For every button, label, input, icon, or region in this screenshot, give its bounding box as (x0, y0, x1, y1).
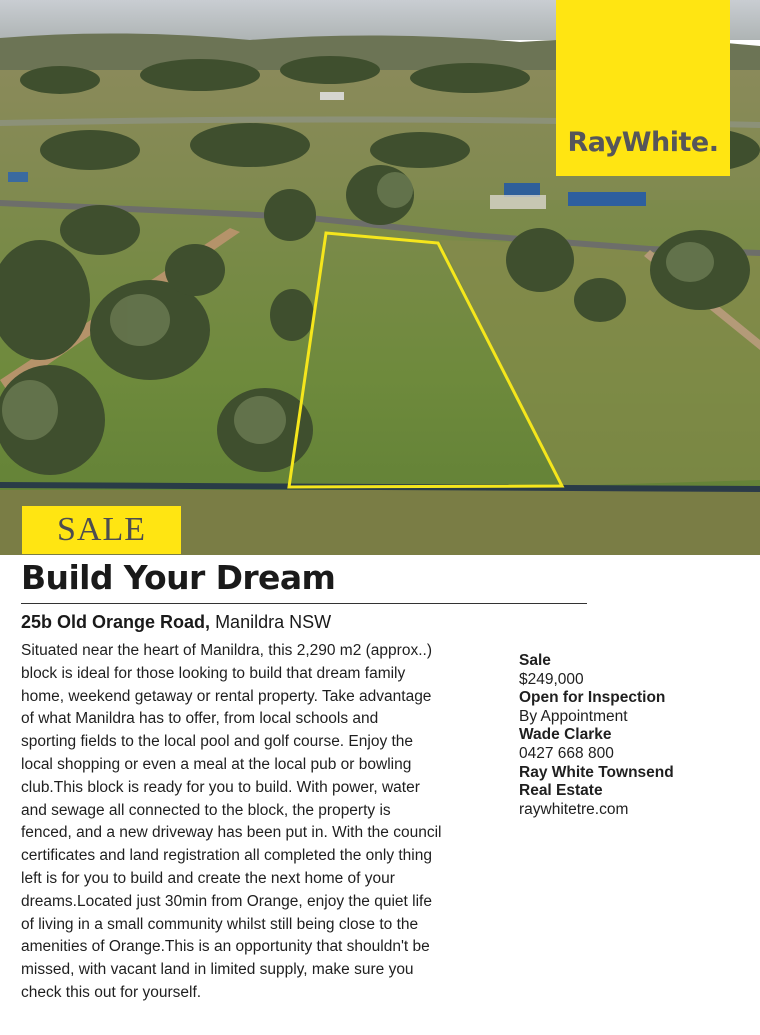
sale-badge: SALE (22, 506, 181, 554)
description-line: Situated near the heart of Manildra, this 2,290 m2 (approx..) (21, 642, 432, 659)
inspection-value: By Appointment (519, 707, 628, 725)
agency-name-line1: Ray White Townsend (519, 763, 674, 781)
description-line: club.This block is ready for you to build. With power, water (21, 778, 420, 796)
description-line: block is ideal for those looking to build that dream family (21, 664, 406, 682)
description-line: certificates and land registration all completed the only thing (21, 847, 432, 865)
agency-website-link[interactable]: raywhitetre.com (519, 800, 629, 818)
description-line: local shopping or even a meal at the local pub or bowling (21, 755, 412, 773)
description-line: left is for you to build and create the next home of your (21, 869, 395, 887)
listing-details (519, 652, 749, 819)
agency-name-line2: Real Estate (519, 782, 603, 800)
description-line: amenities of Orange.This is an opportunity that shouldn't be (21, 938, 430, 956)
headline-divider (21, 603, 587, 604)
price: $249,000 (519, 670, 584, 688)
address-street: 25b Old Orange Road, (21, 612, 211, 632)
inspection-label: Open for Inspection (519, 689, 666, 707)
description-line: home, weekend getaway or rental property. Take advantage (21, 687, 432, 705)
sale-label: Sale (519, 652, 551, 669)
ray-white-logo (556, 0, 730, 176)
description-line: dreams.Located just 30min from Orange, enjoy the quiet life (21, 892, 432, 910)
address-suburb: Manildra NSW (215, 612, 332, 632)
description-line: missed, with vacant land in limited supply, make sure you (21, 961, 414, 979)
description-line: sporting fields to the local pool and golf course. Enjoy the (21, 733, 414, 751)
description-line: of what Manildra has to offer, from local schools and (21, 710, 379, 728)
listing-description (21, 640, 506, 1005)
description-line: fenced, and a new driveway has been put in. With the council (21, 824, 442, 842)
description-line: and sewage all connected to the block, the property is (21, 801, 391, 819)
description-line: of living in a small community whilst still being close to the (21, 915, 419, 933)
property-address (21, 610, 331, 634)
agent-name: Wade Clarke (519, 726, 612, 744)
agent-phone[interactable]: 0427 668 800 (519, 744, 614, 762)
listing-headline: Build Your Dream (21, 558, 336, 597)
logo-wordmark: RayWhite. (567, 127, 719, 158)
description-line: check this out for yourself. (21, 983, 202, 1001)
